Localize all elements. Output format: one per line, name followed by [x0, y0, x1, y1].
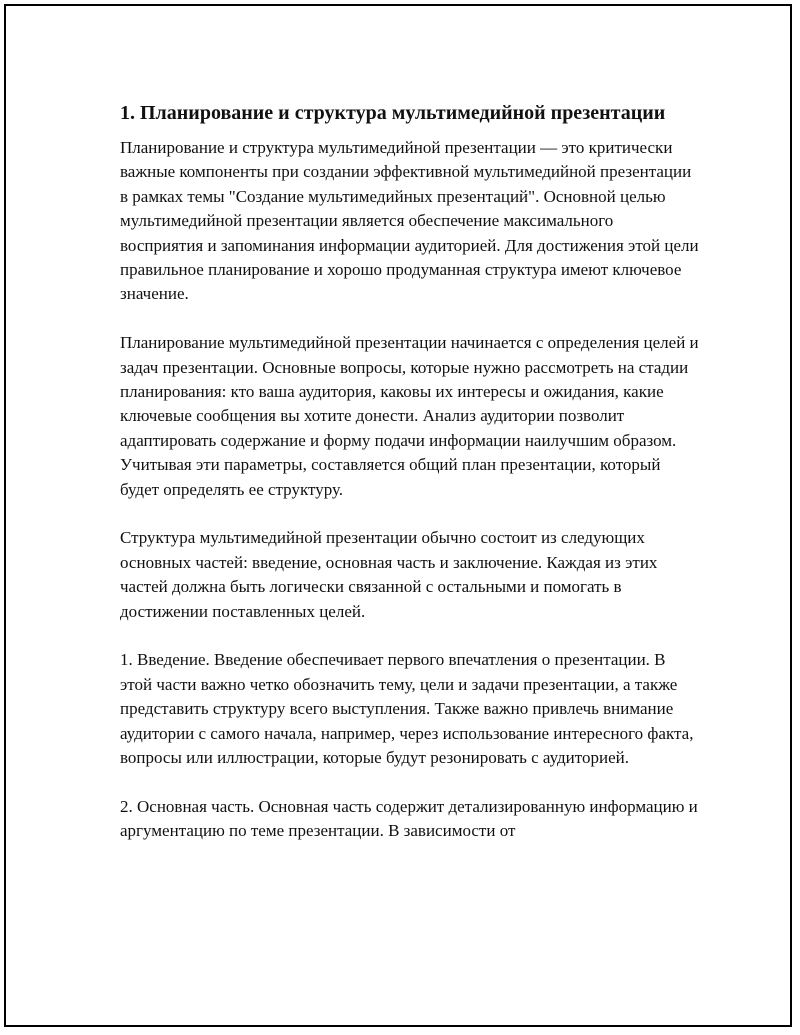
paragraph-intro: Планирование и структура мультимедийной презентации — это критически важные компоненты при создании эффективной мультимедийной презентации в рамках темы "Создание мультимедийных презентаций". Основной целью мультимедийной презентации является обеспечение максимального восприятия и запоминания информации аудиторией. Для достижения этой цели правильное планирование и хорошо продуманная структура имеют ключевое значение. — [120, 138, 699, 304]
paragraph-main-part: 2. Основная часть. Основная часть содержит детализированную информацию и аргументацию по теме презентации. В зависимости от — [120, 796, 698, 841]
paragraph-introduction: 1. Введение. Введение обеспечивает первого впечатления о презентации. В этой части важно четко обозначить тему, цели и задачи презентации, а также представить структуру всего выступления. Также важно привлечь внимание аудитории с самого начала, например, через использование интересного факта, вопросы или иллюстрации, которые будут резонировать с аудиторией. — [120, 650, 694, 768]
paragraph-planning: Планирование мультимедийной презентации начинается с определения целей и задач презентации. Основные вопросы, которые нужно рассмотреть на стадии планирования: кто ваша аудитория, каковы их интересы и ожидания, какие ключевые сообщения вы хотите донести. Анализ аудитории позволит адаптировать содержание и форму подачи информации наилучшим образом. Учитывая эти параметры, составляется общий план презентации, который будет определять ее структуру. — [120, 333, 699, 499]
paragraph-structure: Структура мультимедийной презентации обычно состоит из следующих основных частей: введение, основная часть и заключение. Каждая из этих частей должна быть логически связанной с остальными и помогать в достижении поставленных целей. — [120, 528, 658, 621]
section-heading: 1. Планирование и структура мультимедийной презентации — [120, 102, 666, 124]
page-frame — [4, 4, 792, 1027]
document-body — [120, 99, 700, 868]
